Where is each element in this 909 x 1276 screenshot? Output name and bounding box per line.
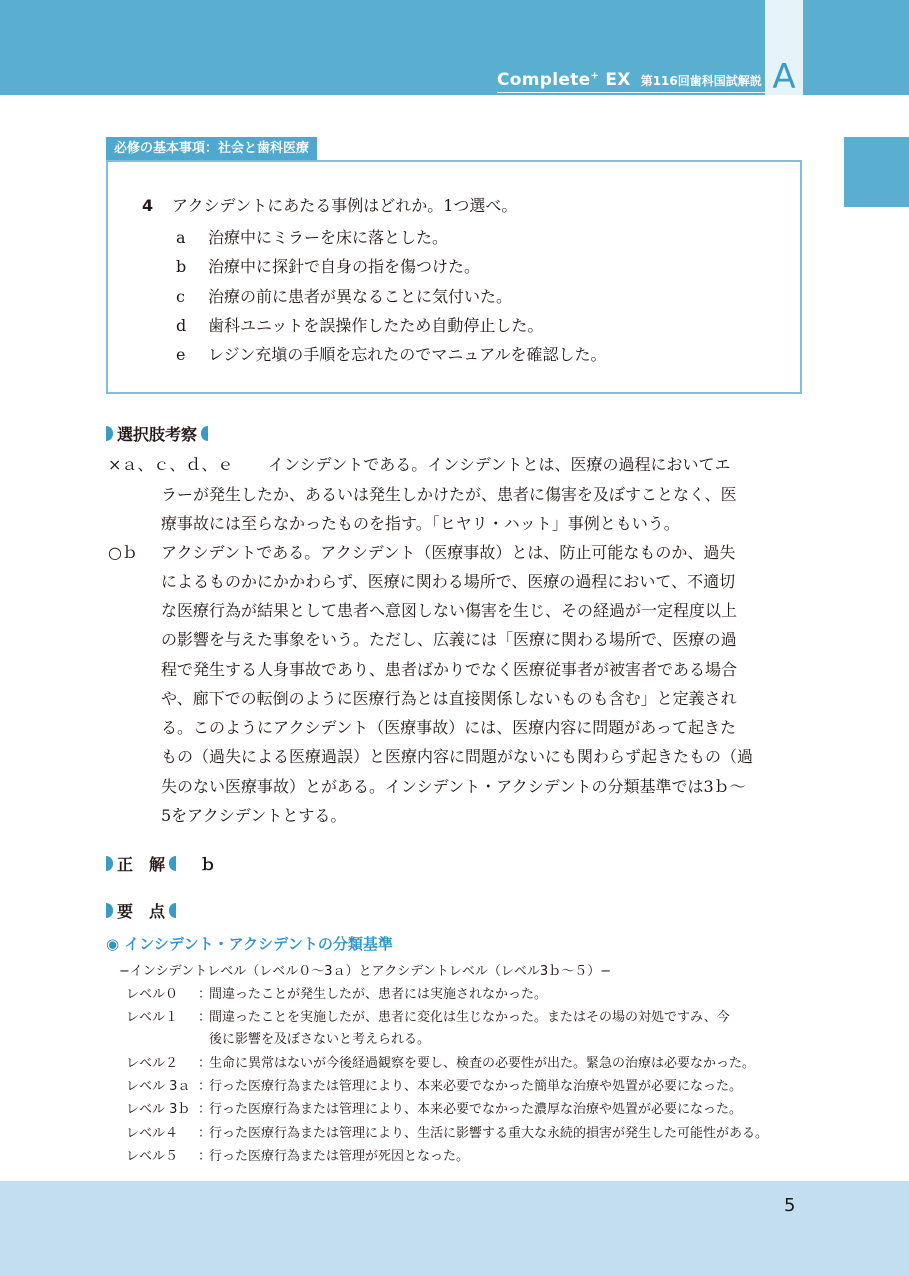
- question-number: 4: [142, 196, 154, 215]
- level-name: レベル１: [126, 1010, 179, 1025]
- question-text: アクシデントにあたる事例はどれか。1つ選べ。: [172, 196, 518, 215]
- level-name: レベル 3ｂ: [126, 1102, 191, 1117]
- level-name: レベル５: [126, 1149, 179, 1164]
- option-c: c 治療の前に患者が異なることに気付いた。: [176, 287, 513, 306]
- header-rule: [497, 92, 765, 93]
- level-name: レベル０: [126, 987, 179, 1002]
- option-b: b 治療中に探針で自身の指を傷つけた。: [176, 257, 481, 276]
- book-title: [497, 70, 762, 94]
- level-colon: ：: [198, 1149, 212, 1164]
- heading-marker-icon: [106, 903, 113, 918]
- side-index-tab: [844, 137, 909, 207]
- level-description: 行った医療行為または管理により、本来必要でなかった簡単な治療や処置が必要になった。: [209, 1079, 743, 1094]
- level-description: 行った医療行為または管理が死因となった。: [209, 1149, 470, 1164]
- correct-line: によるものかにかかわらず、医療に関わる場所で、医療の過程において、不適切: [161, 572, 736, 591]
- level-name: レベル 3ａ: [126, 1079, 191, 1094]
- level-name: レベル４: [126, 1126, 179, 1141]
- level-description: 生命に異常はないが今後経過観察を要し、検査の必要性が出た。緊急の治療は必要なかった。: [209, 1056, 756, 1071]
- level-description: 間違ったことが発生したが、患者には実施されなかった。: [209, 987, 548, 1002]
- incorrect-line: インシデントである。インシデントとは、医療の過程においてエ: [268, 455, 731, 474]
- option-d: d 歯科ユニットを誤操作したため自動停止した。: [176, 316, 544, 335]
- option-e: e レジン充塡の手順を忘れたのでマニュアルを確認した。: [176, 345, 607, 364]
- level-description: 行った医療行為または管理により、本来必要でなかった濃厚な治療や処置が必要になった。: [209, 1102, 743, 1117]
- exam-name: 第116回歯科国試解説: [640, 74, 762, 88]
- heading-marker-icon: [106, 856, 113, 871]
- correct-line: る。このようにアクシデント（医療事故）には、医療内容に問題があって起きた: [161, 718, 737, 737]
- correct-line: 程で発生する人身事故であり、患者ばかりでなく医療従事者が被害者である場合: [161, 660, 738, 679]
- level-colon: ：: [198, 1126, 212, 1141]
- keypoint-heading: 要 点: [106, 899, 176, 922]
- level-colon: ：: [198, 1102, 212, 1117]
- incorrect-line: ラーが発生したか、あるいは発生しかけたが、患者に傷害を及ぼすことなく、医: [161, 485, 737, 504]
- level-description: 後に影響を及ぼさないと考えられる。: [209, 1032, 431, 1047]
- answer-heading: 正 解 ｂ: [106, 852, 216, 875]
- level-colon: ：: [198, 987, 212, 1002]
- heading-marker-icon: [201, 426, 208, 441]
- correct-line: や、廊下での転倒のように医療行為とは直接関係しないものも含む」と定義され: [161, 689, 737, 708]
- answer-value: ｂ: [200, 855, 217, 874]
- level-colon: ：: [198, 1010, 212, 1025]
- page-number: 5: [784, 1195, 796, 1216]
- correct-line: もの（過失による医療過誤）と医療内容に問題がないにも関わらず起きたもの（過: [161, 747, 754, 766]
- heading-marker-icon: [106, 426, 113, 441]
- correct-line: な医療行為が結果として患者へ意図しない傷害を生じ、その経過が一定程度以上: [161, 601, 738, 620]
- heading-marker-icon: [169, 903, 176, 918]
- level-colon: ：: [198, 1079, 212, 1094]
- level-colon: ：: [198, 1056, 212, 1071]
- option-a: a 治療中にミラーを床に落とした。: [176, 228, 449, 247]
- correct-option-mark: ○ｂ: [108, 543, 138, 562]
- level-description: 間違ったことを実施したが、患者に変化は生じなかった。またはその場の対処ですみ、今: [209, 1010, 730, 1025]
- question-stem: [142, 193, 517, 216]
- category-label: 必修の基本事項：社会と歯科医療: [106, 137, 317, 160]
- level-name: レベル２: [126, 1056, 179, 1071]
- section-letter: A: [772, 57, 796, 97]
- correct-line: 5をアクシデントとする。: [161, 806, 347, 825]
- series-name: Complete+ EX: [497, 70, 631, 90]
- keypoint-subtitle: −インシデントレベル（レベル０〜3ａ）とアクシデントレベル（レベル3ｂ〜５）−: [119, 964, 612, 979]
- keypoint-title: ◉ インシデント・アクシデントの分類基準: [106, 935, 393, 953]
- section-tab: [765, 0, 803, 95]
- analysis-heading: 選択肢考察: [106, 422, 208, 445]
- incorrect-options-mark: ×ａ、ｃ、ｄ、ｅ: [108, 455, 234, 474]
- footer-band: [0, 1181, 909, 1276]
- correct-line: 失のない医療事故）とがある。インシデント・アクシデントの分類基準では3ｂ〜: [161, 777, 746, 796]
- heading-marker-icon: [169, 856, 176, 871]
- correct-line: アクシデントである。アクシデント（医療事故）とは、防止可能なものか、過失: [161, 543, 736, 562]
- incorrect-line: 療事故には至らなかったものを指す。「ヒヤリ・ハット」事例ともいう。: [161, 514, 680, 533]
- correct-line: の影響を与えた事象をいう。ただし、広義には「医療に関わる場所で、医療の過: [161, 630, 737, 649]
- level-description: 行った医療行為または管理により、生活に影響する重大な永続的損害が発生した可能性がある。: [209, 1126, 769, 1141]
